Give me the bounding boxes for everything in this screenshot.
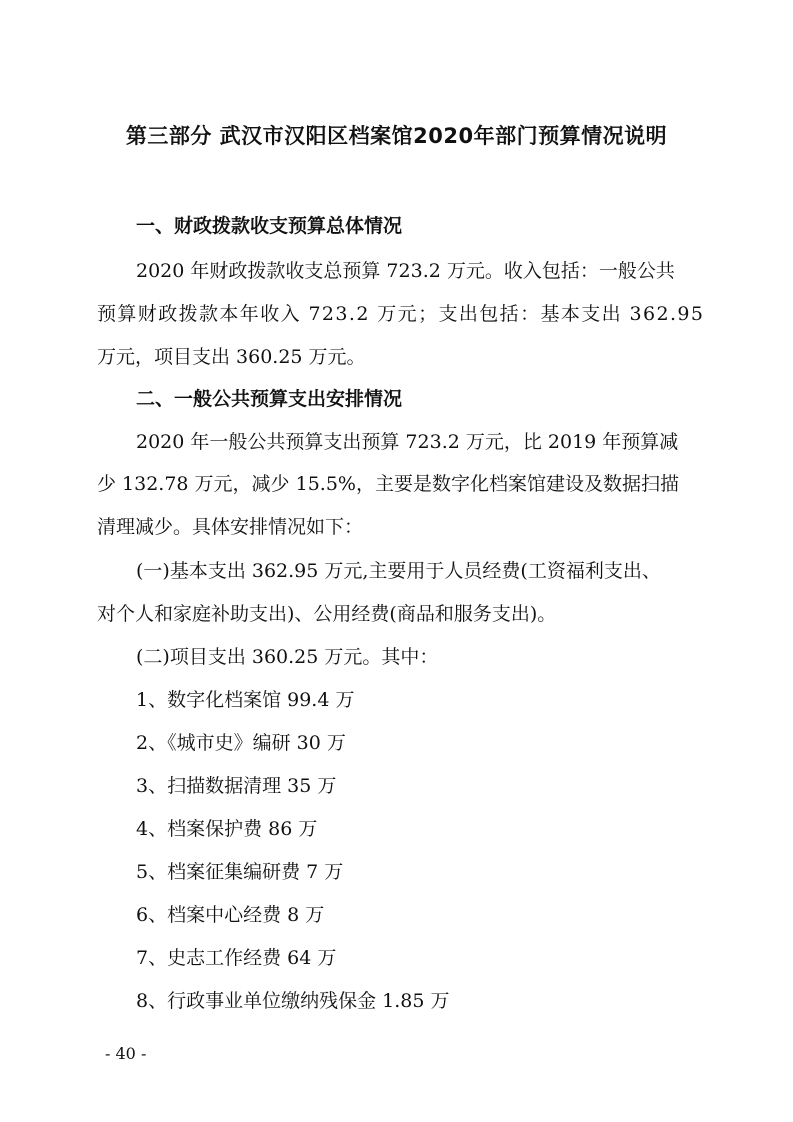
paragraph-line: 清理减少。具体安排情况如下： bbox=[97, 516, 364, 538]
list-item: 2、《城市史》编研 30 万 bbox=[136, 732, 346, 754]
paragraph-line: (一)基本支出 362.95 万元,主要用于人员经费(工资福利支出、 bbox=[136, 560, 661, 582]
list-item: 1、数字化档案馆 99.4 万 bbox=[136, 689, 355, 711]
paragraph-line: 万元，项目支出 360.25 万元。 bbox=[97, 346, 366, 368]
paragraph-line: 预算财政拨款本年收入 723.2 万元；支出包括：基本支出 362.95 bbox=[97, 303, 705, 325]
page-title: 第三部分 武汉市汉阳区档案馆2020年部门预算情况说明 bbox=[125, 124, 668, 148]
page-number: - 40 - bbox=[105, 1044, 147, 1063]
paragraph-line: 少 132.78 万元，减少 15.5%，主要是数字化档案馆建设及数据扫描 bbox=[97, 473, 679, 495]
paragraph-line: (二)项目支出 360.25 万元。其中： bbox=[136, 646, 439, 668]
paragraph-line: 2020 年财政拨款收支总预算 723.2 万元。收入包括：一般公共 bbox=[136, 260, 675, 282]
list-item: 3、扫描数据清理 35 万 bbox=[136, 775, 337, 797]
list-item: 5、档案征集编研费 7 万 bbox=[136, 861, 344, 883]
paragraph-line: 2020 年一般公共预算支出预算 723.2 万元，比 2019 年预算减 bbox=[136, 431, 679, 453]
list-item: 8、行政事业单位缴纳残保金 1.85 万 bbox=[136, 990, 450, 1012]
list-item: 6、档案中心经费 8 万 bbox=[136, 904, 325, 926]
list-item: 7、史志工作经费 64 万 bbox=[136, 947, 337, 969]
paragraph-line: 对个人和家庭补助支出)、公用经费(商品和服务支出)。 bbox=[97, 603, 557, 625]
list-item: 4、档案保护费 86 万 bbox=[136, 818, 318, 840]
section-heading-2: 二、一般公共预算支出安排情况 bbox=[136, 388, 403, 410]
section-heading-1: 一、财政拨款收支预算总体情况 bbox=[136, 215, 403, 237]
